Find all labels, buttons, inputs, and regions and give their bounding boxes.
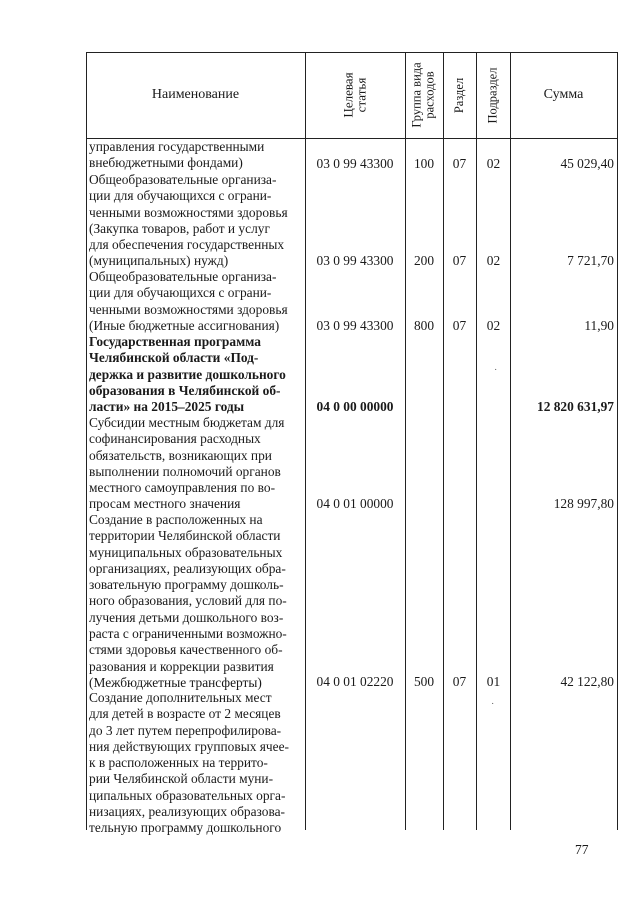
col-border (617, 52, 618, 830)
row-target-code: 03 0 99 43300 (316, 318, 394, 333)
header-expense-group: Группа вида расходов (410, 62, 438, 128)
header-sum: Сумма (543, 87, 584, 102)
row-subsection: 02 (486, 156, 501, 171)
row-name: Государственная программа Челябинской области «Под- держка и развитие дошкольного образования в Челябинской об- ласти» на 2015–2025 годы (89, 334, 286, 415)
row-name: Создание в расположенных на территории Челябинской области муниципальных образовательных организациях, реализующих обра- зовательную программу дошколь- ного образования, условий для по- лучения детьми дошкольного воз- раста с ограниченными возможно- стями здоровья качественного об- разования и коррекции развития (Межбюджетные трансферты) (89, 512, 287, 690)
row-target-code: 04 0 01 00000 (316, 496, 394, 511)
row-name: управления государственными внебюджетными фондами) (89, 139, 265, 171)
row-subsection: 02 (486, 253, 501, 268)
row-expense-group: 100 (413, 156, 435, 171)
row-sum: 128 997,80 (553, 496, 614, 511)
row-name: Субсидии местным бюджетам для софинансирования расходных обязательств, возникающих при выполнении полномочий органов местного самоуправления по во- просам местного значения (89, 415, 285, 512)
row-section: 07 (452, 674, 467, 689)
page-number: 77 (575, 842, 589, 857)
col-border (305, 52, 306, 830)
row-sum: 42 122,80 (560, 674, 614, 689)
row-sum: 45 029,40 (560, 156, 614, 171)
scan-speck: ˙ (494, 368, 498, 379)
row-target-code: 04 0 01 02220 (316, 674, 394, 689)
row-subsection: 01 (486, 674, 501, 689)
row-expense-group: 200 (413, 253, 435, 268)
budget-table (86, 52, 618, 836)
header-subsection: Подраздел (485, 67, 500, 123)
row-sum: 11,90 (584, 318, 614, 333)
row-subsection: 02 (486, 318, 501, 333)
row-section: 07 (452, 318, 467, 333)
col-border (443, 52, 444, 830)
col-border (510, 52, 511, 830)
row-name: Общеобразовательные организа- ции для обучающихся с ограни- ченными возможностями здоровья (Иные бюджетные ассигнования) (89, 269, 288, 333)
row-name: Общеобразовательные организа- ции для обучающихся с ограни- ченными возможностями здоровья (Закупка товаров, работ и услуг для обеспечения государственных (муниципальных) нужд) (89, 172, 288, 269)
row-section: 07 (452, 253, 467, 268)
header-name: Наименование (151, 87, 240, 102)
row-target-code: 04 0 00 00000 (316, 399, 394, 414)
scan-speck: ˙ (491, 702, 495, 713)
row-expense-group: 500 (413, 674, 435, 689)
col-border (86, 52, 87, 830)
row-target-code: 03 0 99 43300 (316, 156, 394, 171)
row-sum: 12 820 631,97 (537, 399, 614, 414)
row-name: Создание дополнительных мест для детей в возрасте от 2 месяцев до 3 лет путем перепрофилирова- ния действующих групповых ячее- к в расположенных на террито- рии Челябинской области муни- ципальных образовательных орга- низациях, реализующих образова- тельную программу дошкольного (89, 690, 289, 836)
header-section: Раздел (452, 77, 467, 113)
row-sum: 7 721,70 (567, 253, 614, 268)
row-section: 07 (452, 156, 467, 171)
row-expense-group: 800 (413, 318, 435, 333)
header-target: Целевая статья (340, 72, 369, 118)
col-border (476, 52, 477, 830)
row-target-code: 03 0 99 43300 (316, 253, 394, 268)
col-border (405, 52, 406, 830)
